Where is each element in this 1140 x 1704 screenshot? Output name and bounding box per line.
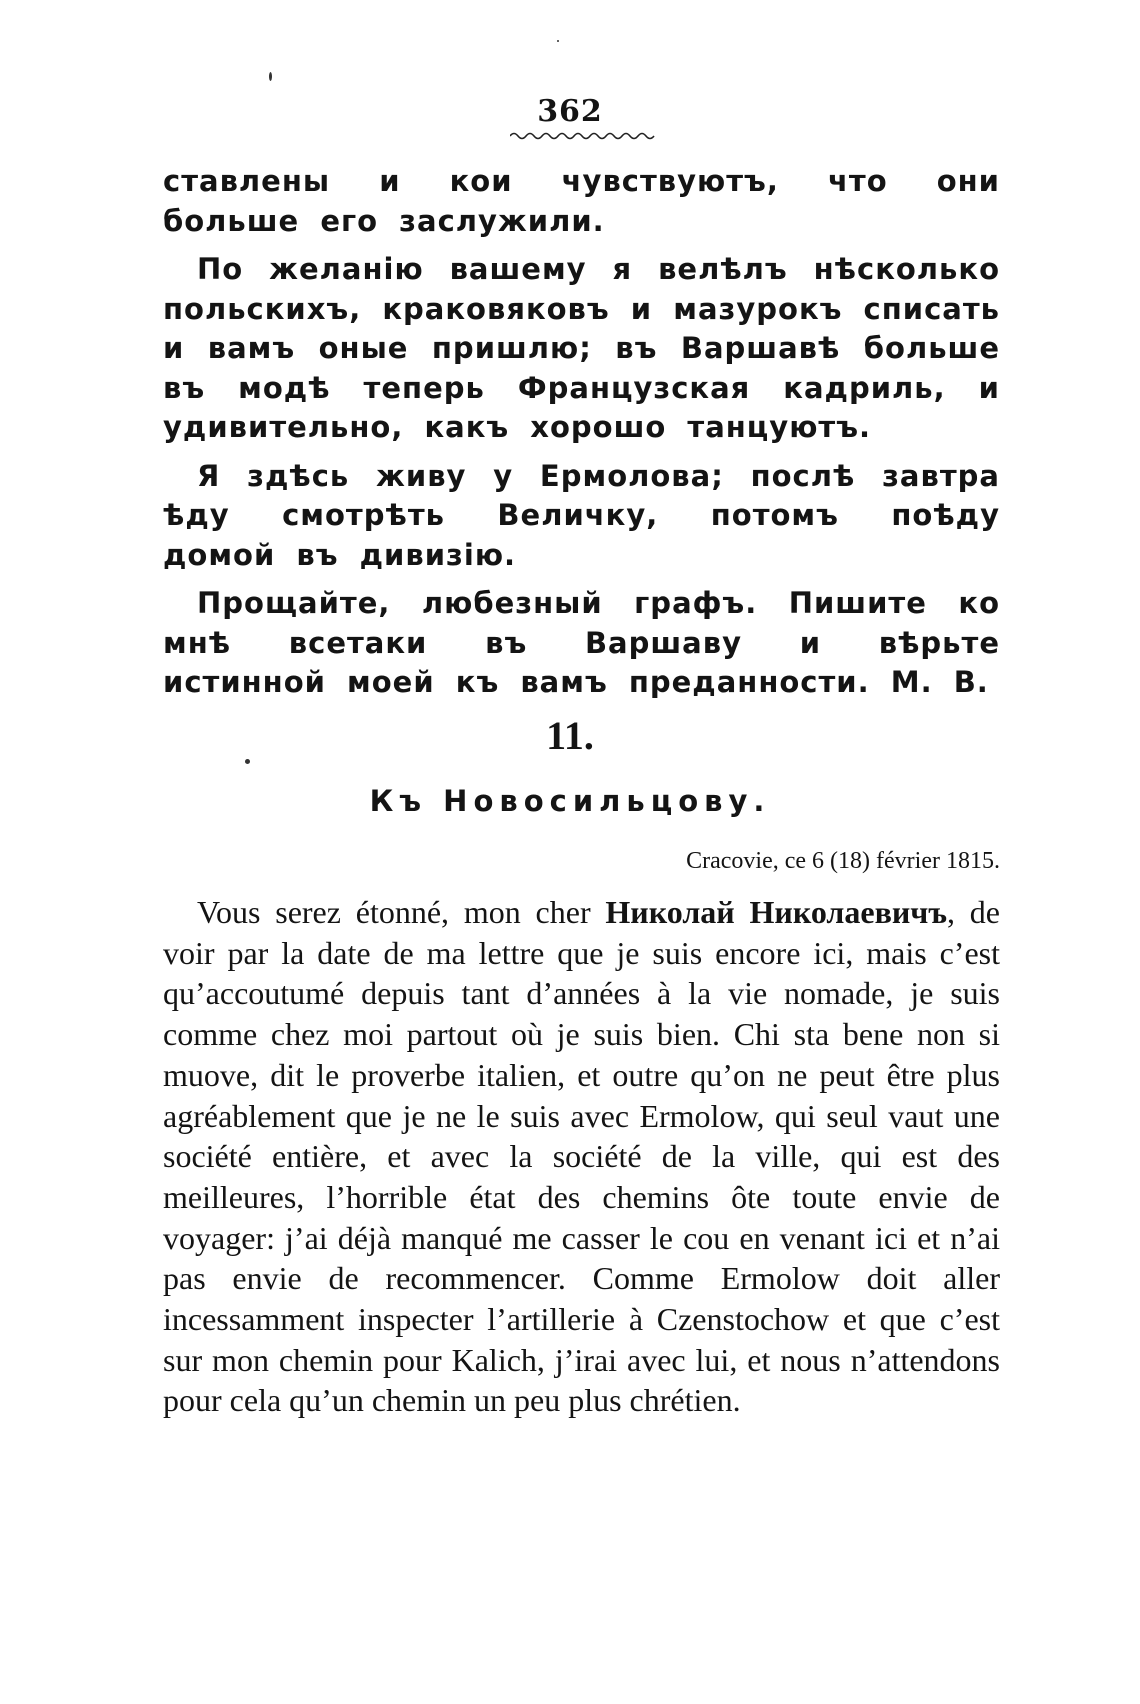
print-speck <box>269 72 272 81</box>
paragraph: Я здѣсь живу у Ермолова; послѣ завтра ѣду смотрѣть Величку, потомъ поѣду домой въ дивизію. <box>163 458 1000 572</box>
addressee-name: Николай Николаевичъ <box>605 894 947 930</box>
body-rest: , de voir par la date de ma lettre que je suis encore ici, mais c’est qu’accoutumé depuis tant d’années à la vie nomade, je suis comme chez moi partout où je suis bien. Chi sta bene non si muove, dit le proverbe italien, et outre qu’on ne peut être plus agréablement que je ne le suis avec Ermolow, qui seul vaut une société entière, et avec la société de la ville, qui est des meilleures, l’horrible état des chemins ôte toute envie de voyager: j’ai déjà manqué me casser le cou en venant ici et n’ai pas envie de recommencer. Comme Ermolow doit aller incessamment inspecter l’artillerie à Czenstochow et que c’est sur mon chemin pour Kalich, j’irai avec lui, et nous n’attendons pour cela qu’un chemin un peu plus chrétien. <box>163 894 1000 1419</box>
french-letter-body <box>163 892 1000 1421</box>
print-speck <box>557 40 559 42</box>
wavy-rule-ornament <box>510 130 656 142</box>
paragraph: По желанію вашему я велѣлъ нѣсколько польскихъ, краковяковъ и мазурокъ списать и вамъ оные пришлю; въ Варшавѣ больше въ модѣ теперь Французская кадриль, и удивительно, какъ хорошо танцуютъ. <box>163 252 1000 444</box>
dateline: Cracovie, ce 6 (18) février 1815. <box>686 848 1000 874</box>
paragraph <box>163 892 1000 1421</box>
body-start: Vous serez étonné, mon cher <box>197 894 606 930</box>
paragraph: ставлены и кои чувствуютъ, что они больше его заслужили. <box>163 164 1000 238</box>
print-speck <box>245 759 250 764</box>
paragraph: Прощайте, любезный графъ. Пишите ко мнѣ всетаки въ Варшаву и вѣрьте истинной моей къ вамъ преданности. М. В. <box>163 586 1000 699</box>
letter-number: 11. <box>546 713 594 758</box>
russian-text <box>163 162 1000 712</box>
letter-heading: Къ Новосильцову. <box>369 784 771 818</box>
page-number: 362 <box>537 94 603 129</box>
